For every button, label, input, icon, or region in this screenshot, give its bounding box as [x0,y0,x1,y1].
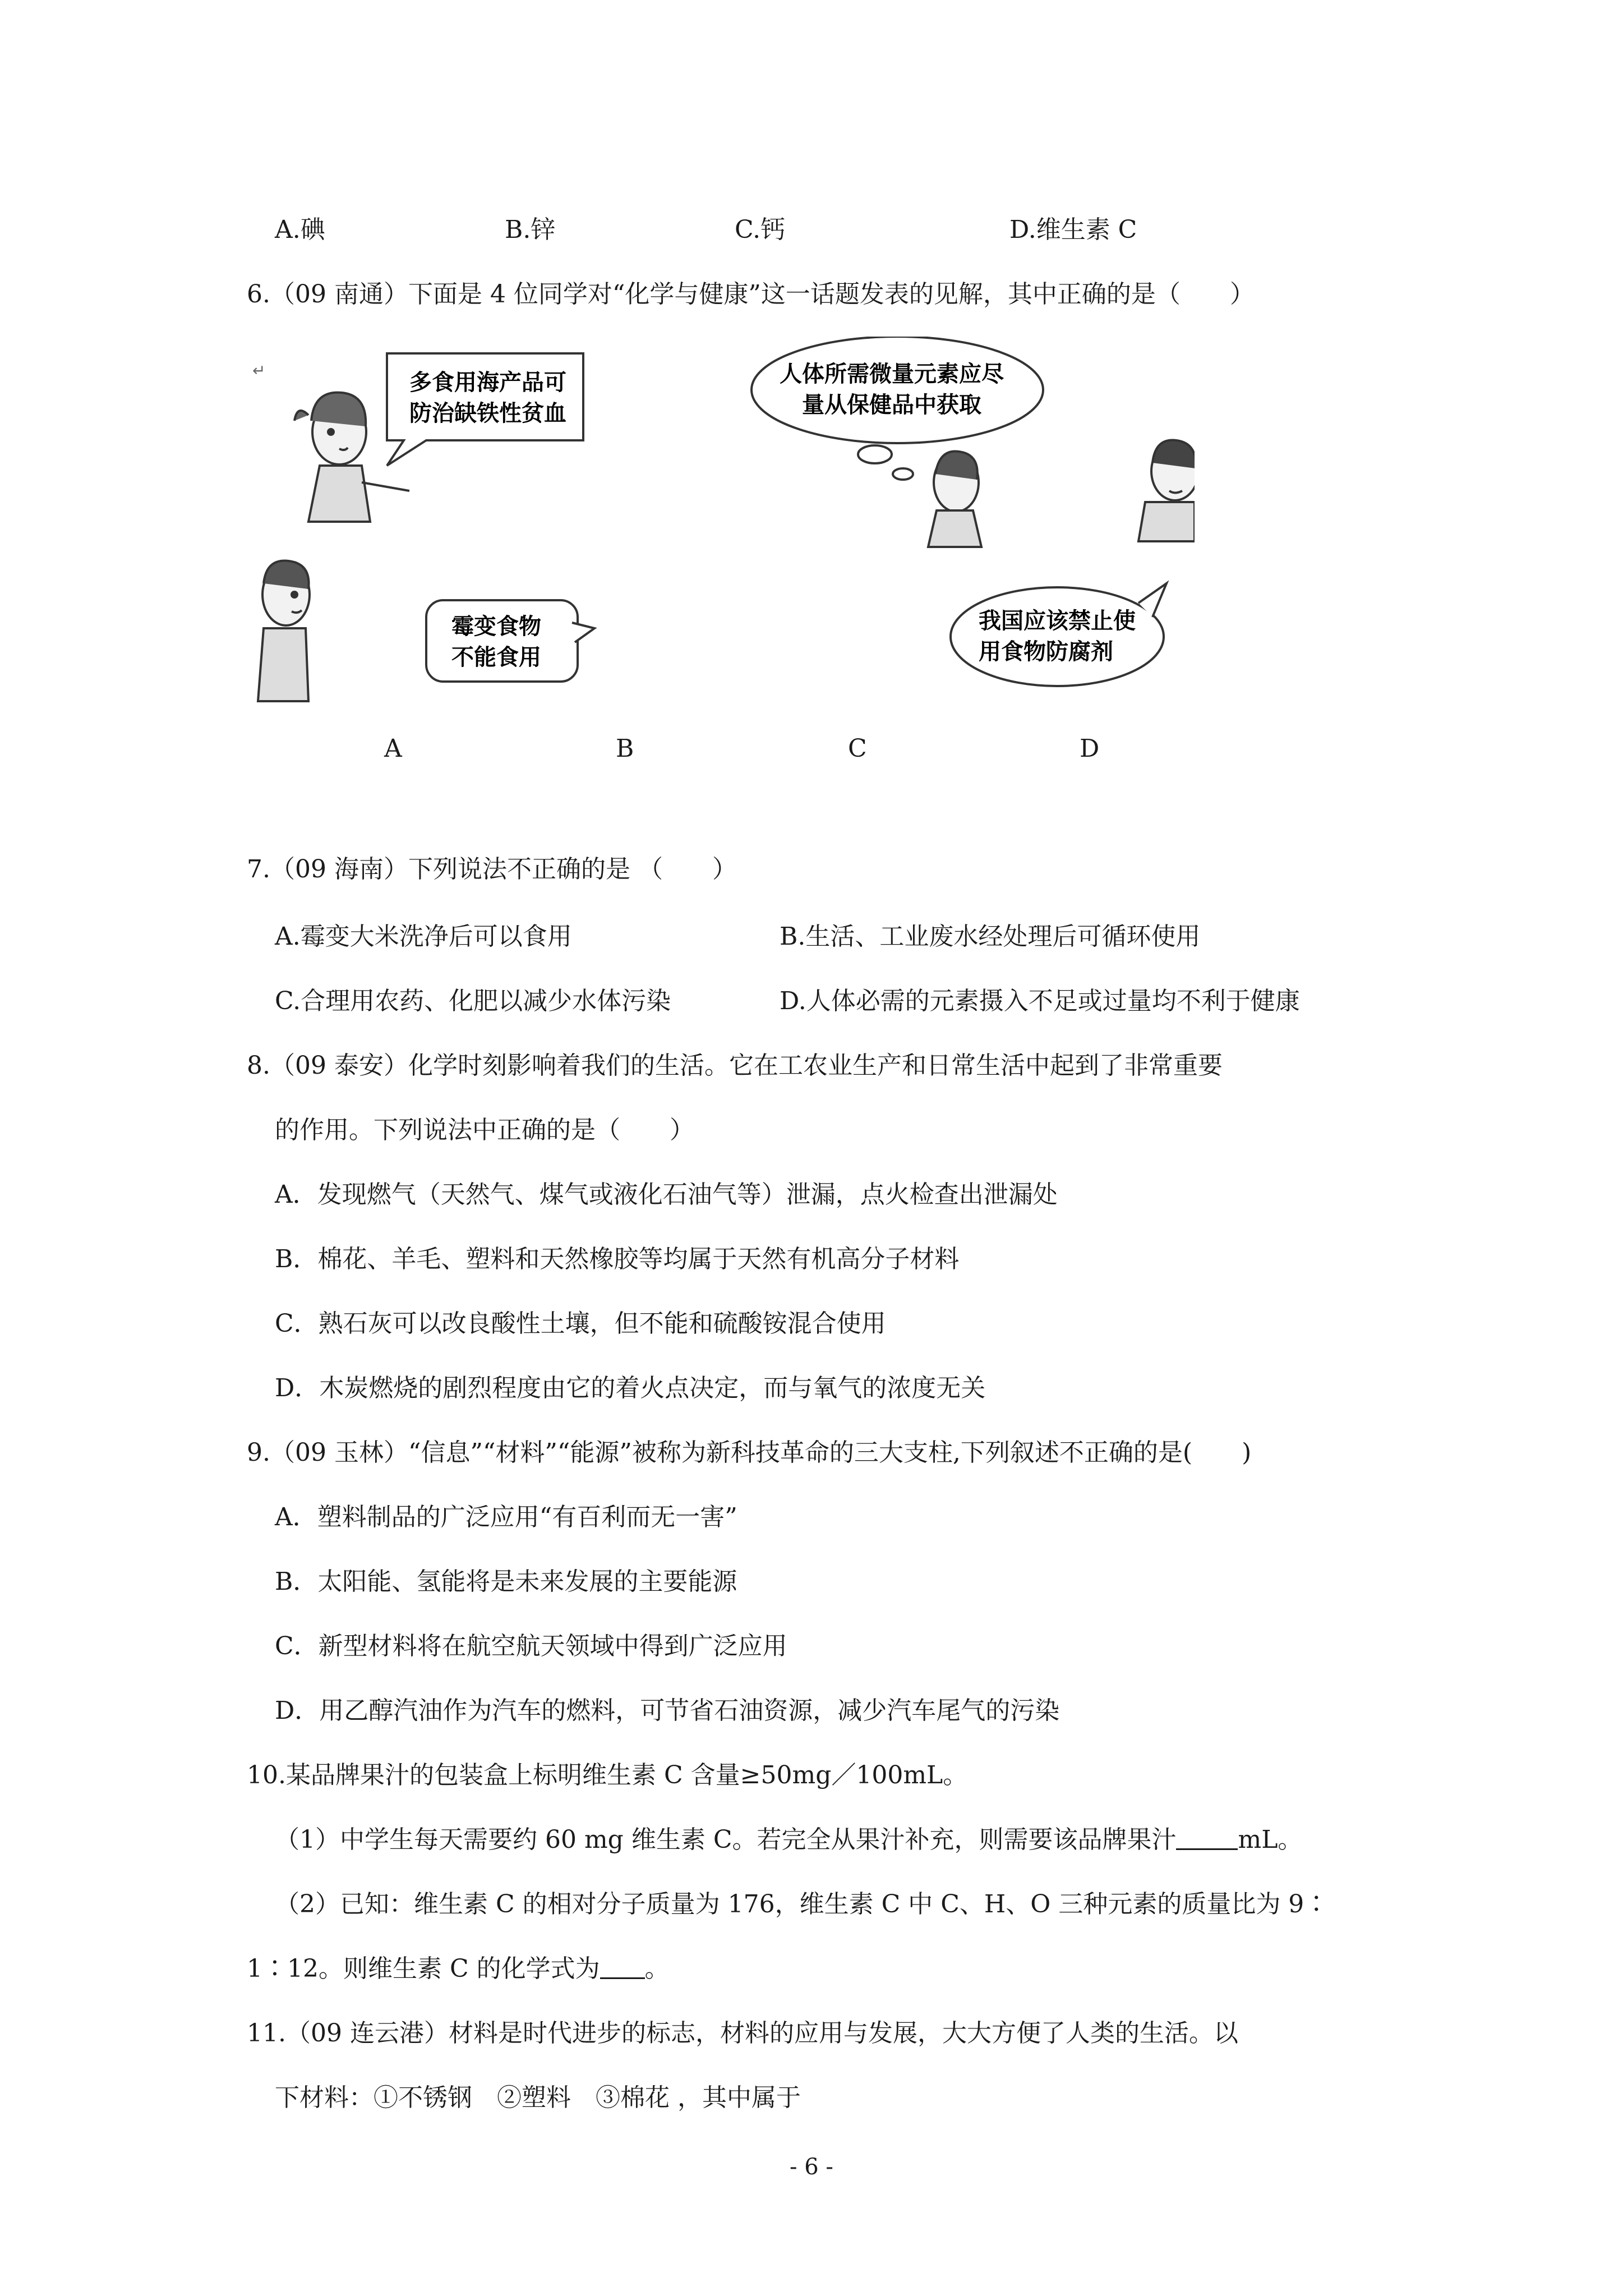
q6-illustration [241,337,1195,763]
label-d: D [1080,734,1100,763]
q10-part2-end: 。 [644,1954,670,1983]
q9-option-d: D．用乙醇汽油作为汽车的燃料，可节省石油资源，减少汽车尾气的污染 [275,1696,1060,1725]
q8-stem-line2: 的作用。下列说法中正确的是（ ） [275,1116,694,1144]
student-b-figure [258,561,310,702]
svg-text:↵: ↵ [252,361,266,380]
q8-stem-line1: 8.（09 泰安）化学时刻影响着我们的生活。它在工农业生产和日常生活中起到了非常重要 [247,1051,1223,1080]
bubble-a-line1: 多食用海产品可 [409,370,566,395]
q10-part2-text: 1∶12。则维生素 C 的化学式为 [247,1954,600,1983]
q6-stem: 6.（09 南通）下面是 4 位同学对“化学与健康”这一话题发表的见解，其中正确的是（ ） [247,280,1255,309]
q9-option-a: A．塑料制品的广泛应用“有百利而无一害” [275,1503,737,1531]
q5-option-b: B.锌 [505,215,556,244]
q9-option-b: B．太阳能、氢能将是未来发展的主要能源 [275,1567,737,1596]
q5-option-c: C.钙 [735,215,786,244]
q7-option-c: C.合理用农药、化肥以减少水体污染 [275,987,671,1015]
q8-option-a: A．发现燃气（天然气、煤气或液化石油气等）泄漏，点火检查出泄漏处 [275,1180,1058,1209]
bubble-d [951,583,1166,686]
q10-part2-blank[interactable] [600,1953,645,1979]
q10-part1-text: （1）中学生每天需要约 60 mg 维生素 C。若完全从果汁补充，则需要该品牌果汁 [275,1825,1177,1854]
q7-option-b: B.生活、工业废水经处理后可循环使用 [780,922,1201,951]
bubble-c-line1: 人体所需微量元素应尽 [780,361,1004,387]
bubble-c-line2: 量从保健品中获取 [802,392,981,418]
label-c: C [848,734,867,763]
bubble-d-line2: 用食物防腐剂 [979,639,1113,665]
q10-part1 [275,1823,1302,1857]
q8-option-b: B．棉花、羊毛、塑料和天然橡胶等均属于天然有机高分子材料 [275,1245,960,1273]
q10-stem: 10.某品牌果汁的包装盒上标明维生素 C 含量≥50mg／100mL。 [247,1761,968,1789]
student-c-figure [928,452,981,547]
q8-option-d: D．木炭燃烧的剧烈程度由它的着火点决定，而与氧气的浓度无关 [275,1374,986,1402]
q11-stem-line2: 下材料：①不锈钢 ②塑料 ③棉花 ，其中属于 [275,2083,801,2112]
label-a: A [384,734,402,763]
q7-option-d: D.人体必需的元素摄入不足或过量均不利于健康 [780,987,1300,1015]
q10-part1-unit: mL。 [1238,1825,1303,1854]
q9-option-c: C．新型材料将在航空航天领域中得到广泛应用 [275,1632,787,1660]
q5-option-d: D.维生素 C [1009,215,1137,244]
q7-stem: 7.（09 海南）下列说法不正确的是 （ ） [247,855,737,884]
page-number: - 6 - [790,2154,833,2180]
label-b: B [616,734,634,763]
q9-stem: 9.（09 玉林）“信息”“材料”“能源”被称为新科技革命的三大支柱,下列叙述不正确的是( ) [247,1438,1252,1467]
q10-part2-line1: （2）已知：维生素 C 的相对分子质量为 176，维生素 C 中 C、H、O 三种元素的质量比为 9∶ [275,1890,1329,1918]
q11-stem-line1: 11.（09 连云港）材料是时代进步的标志，材料的应用与发展，大大方便了人类的生活。以 [247,2019,1238,2047]
q10-part2-line2 [247,1952,670,1986]
bubble-b-line1: 霉变食物 [451,614,541,639]
bubble-b-line2: 不能食用 [451,645,541,670]
student-d-figure [1138,440,1195,542]
q8-option-c: C．熟石灰可以改良酸性土壤，但不能和硫酸铵混合使用 [275,1309,886,1338]
bubble-a-line2: 防治缺铁性贫血 [409,401,566,426]
q7-option-a: A.霉变大米洗净后可以食用 [275,922,572,951]
q10-part1-blank[interactable] [1176,1824,1238,1850]
q5-option-a: A.碘 [275,215,325,244]
bubble-d-line1: 我国应该禁止使 [979,608,1136,634]
